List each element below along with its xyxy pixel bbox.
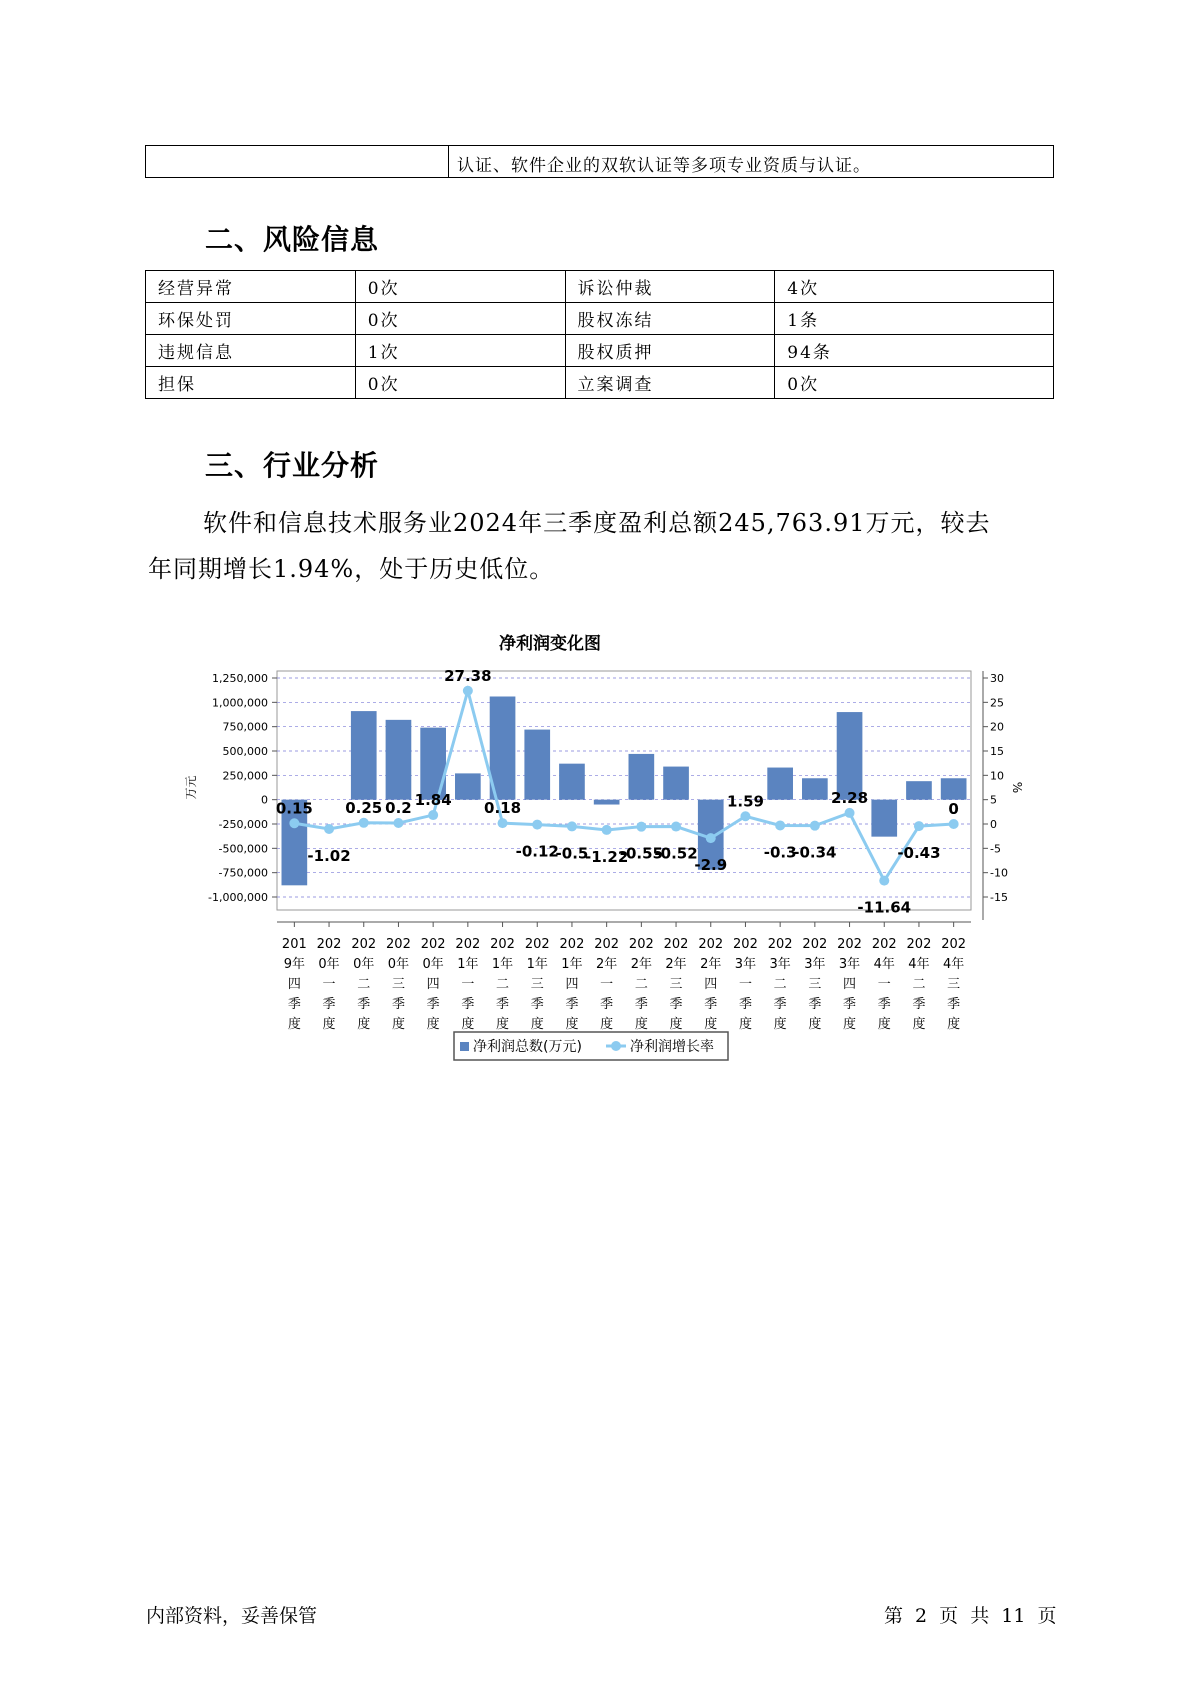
right-tick-label: 20 <box>990 720 1004 734</box>
bar <box>351 711 377 800</box>
growth-data-label: -0.43 <box>897 844 941 863</box>
chart-title: 净利润变化图 <box>499 634 601 654</box>
growth-data-label: 2.28 <box>831 788 869 807</box>
legend-bar-swatch <box>460 1042 469 1051</box>
risk-table-row <box>146 271 1054 303</box>
growth-point <box>775 820 785 830</box>
bar <box>386 720 412 800</box>
growth-point <box>845 808 855 818</box>
risk-label-cell: 立案调查 <box>565 367 775 399</box>
risk-value-cell: 1次 <box>355 335 565 367</box>
growth-data-label: 0.18 <box>484 799 522 818</box>
risk-value-cell: 0次 <box>775 367 1054 399</box>
growth-data-label: -0.52 <box>654 844 698 863</box>
growth-point <box>810 821 820 831</box>
right-tick-label: 10 <box>990 769 1004 783</box>
growth-data-label: 0.15 <box>275 799 313 818</box>
bar <box>767 768 793 800</box>
risk-label-cell: 股权质押 <box>565 335 775 367</box>
bar <box>420 728 446 800</box>
industry-heading: 三、行业分析 <box>205 449 380 482</box>
right-tick-label: -5 <box>990 842 1001 856</box>
growth-point <box>359 818 369 828</box>
risk-value-cell: 94条 <box>775 335 1054 367</box>
growth-point <box>740 811 750 821</box>
growth-point <box>463 686 473 696</box>
risk-label-cell: 诉讼仲裁 <box>565 271 775 303</box>
top-table-fragment <box>145 145 1054 178</box>
left-tick-label: -250,000 <box>218 818 268 831</box>
left-tick-label: 1,250,000 <box>212 672 268 685</box>
right-tick-label: 15 <box>990 745 1004 758</box>
left-tick-label: 750,000 <box>222 720 268 734</box>
x-category-label: 202 1年一季度 <box>455 937 481 1032</box>
paragraph-line-2: 年同期增长1.94%，处于历史低位。 <box>148 555 555 583</box>
growth-data-label: 1.84 <box>414 791 452 810</box>
growth-data-label: 0 <box>948 800 959 818</box>
growth-data-label: -0.5 <box>555 844 589 863</box>
growth-data-label: -2.9 <box>694 856 728 875</box>
risk-table-row <box>146 335 1054 367</box>
growth-data-label: 0.2 <box>385 799 412 818</box>
right-tick-label: 0 <box>990 818 997 831</box>
right-tick-label: -10 <box>990 866 1008 880</box>
footer-left: 内部资料，妥善保管 <box>146 1605 318 1627</box>
risk-label-cell: 违规信息 <box>146 335 356 367</box>
growth-point <box>567 821 577 831</box>
risk-value-cell: 0次 <box>355 367 565 399</box>
legend-line-label: 净利润增长率 <box>630 1039 714 1055</box>
growth-point <box>498 818 508 828</box>
bar <box>594 800 620 805</box>
bar <box>524 730 550 800</box>
risk-table <box>145 270 1054 399</box>
bar <box>455 773 481 799</box>
growth-point <box>602 825 612 835</box>
bar <box>663 767 689 800</box>
paragraph-line-1: 软件和信息技术服务业2024年三季度盈利总额245,763.91万元，较去 <box>203 509 991 537</box>
risk-value-cell: 0次 <box>355 271 565 303</box>
growth-point <box>879 876 889 886</box>
left-tick-label: -1,000,000 <box>208 891 268 904</box>
bar <box>871 800 897 837</box>
growth-data-label: -0.55 <box>619 844 663 863</box>
growth-point <box>324 824 334 834</box>
top-table-left-cell <box>146 146 449 177</box>
risk-value-cell: 4次 <box>775 271 1054 303</box>
right-tick-label: 5 <box>990 793 997 807</box>
growth-data-label: 27.38 <box>444 666 492 685</box>
top-table-right-text: 认证、软件企业的双软认证等多项专业资质与认证。 <box>457 156 871 176</box>
risk-label-cell: 担保 <box>146 367 356 399</box>
growth-point <box>949 819 959 829</box>
left-tick-label: -500,000 <box>218 842 268 856</box>
left-tick-label: -750,000 <box>218 866 268 880</box>
growth-data-label: -0.3 <box>763 843 797 862</box>
left-tick-label: 0 <box>261 793 268 807</box>
left-tick-label: 500,000 <box>222 745 268 758</box>
x-category-label: 202 3年三季度 <box>802 937 828 1032</box>
risk-value-cell: 0次 <box>355 303 565 335</box>
growth-data-label: -11.64 <box>857 898 912 917</box>
net-profit-chart <box>150 620 1024 1090</box>
x-category-label: 202 4年二季度 <box>906 937 932 1032</box>
growth-data-label: -0.34 <box>793 843 837 862</box>
x-category-label: 202 2年三季度 <box>663 937 689 1032</box>
legend-line-marker <box>611 1041 621 1051</box>
growth-data-label: -1.22 <box>585 847 629 866</box>
bar <box>802 778 828 799</box>
x-category-label: 202 2年四季度 <box>698 937 724 1032</box>
growth-data-label: -0.12 <box>515 842 559 861</box>
x-category-label: 202 0年一季度 <box>316 937 342 1032</box>
x-category-label: 202 4年三季度 <box>941 937 967 1032</box>
growth-point <box>636 822 646 832</box>
x-category-label: 202 0年二季度 <box>351 937 377 1032</box>
x-category-label: 202 1年二季度 <box>490 937 515 1032</box>
risk-label-cell: 经营异常 <box>146 271 356 303</box>
industry-paragraph <box>148 500 1056 592</box>
x-category-label: 202 0年三季度 <box>386 937 411 1032</box>
risk-label-cell: 股权冻结 <box>565 303 775 335</box>
right-tick-label: -15 <box>990 891 1008 904</box>
x-category-label: 202 0年四季度 <box>420 937 446 1032</box>
bar <box>906 781 932 799</box>
left-tick-label: 1,000,000 <box>212 696 268 710</box>
right-tick-label: 30 <box>990 672 1004 685</box>
x-category-label: 202 3年四季度 <box>837 937 862 1032</box>
x-category-label: 202 2年二季度 <box>628 937 654 1032</box>
x-category-label: 202 4年一季度 <box>871 937 897 1032</box>
risk-label-cell: 环保处罚 <box>146 303 356 335</box>
growth-data-label: -1.02 <box>307 846 351 865</box>
x-category-label: 202 1年四季度 <box>559 937 585 1032</box>
right-axis-label: % <box>1010 781 1024 794</box>
growth-point <box>428 810 438 820</box>
bar <box>837 712 863 800</box>
growth-point <box>393 818 403 828</box>
risk-value-cell: 1条 <box>775 303 1054 335</box>
growth-point <box>671 822 681 832</box>
growth-point <box>914 821 924 831</box>
footer-page-number: 第 2 页 共 11 页 <box>884 1605 1057 1627</box>
x-category-label: 201 9年四季度 <box>281 937 307 1032</box>
left-tick-label: 250,000 <box>222 769 268 783</box>
bar <box>559 764 585 800</box>
growth-point <box>706 833 716 843</box>
risk-table-row <box>146 303 1054 335</box>
x-category-label: 202 3年二季度 <box>767 937 793 1032</box>
right-tick-label: 25 <box>990 696 1004 710</box>
growth-data-label: 0.25 <box>345 798 383 817</box>
legend-bar-label: 净利润总数(万元) <box>473 1039 582 1055</box>
x-category-label: 202 3年一季度 <box>733 937 758 1032</box>
x-category-label: 202 1年三季度 <box>524 937 550 1032</box>
growth-point <box>289 818 299 828</box>
bar <box>629 754 655 800</box>
risk-heading: 二、风险信息 <box>205 223 380 256</box>
bar <box>941 778 967 799</box>
x-category-label: 202 2年一季度 <box>594 937 620 1032</box>
growth-point <box>532 820 542 830</box>
left-axis-label: 万元 <box>184 775 198 800</box>
risk-table-row <box>146 367 1054 399</box>
growth-data-label: 1.59 <box>726 792 764 811</box>
